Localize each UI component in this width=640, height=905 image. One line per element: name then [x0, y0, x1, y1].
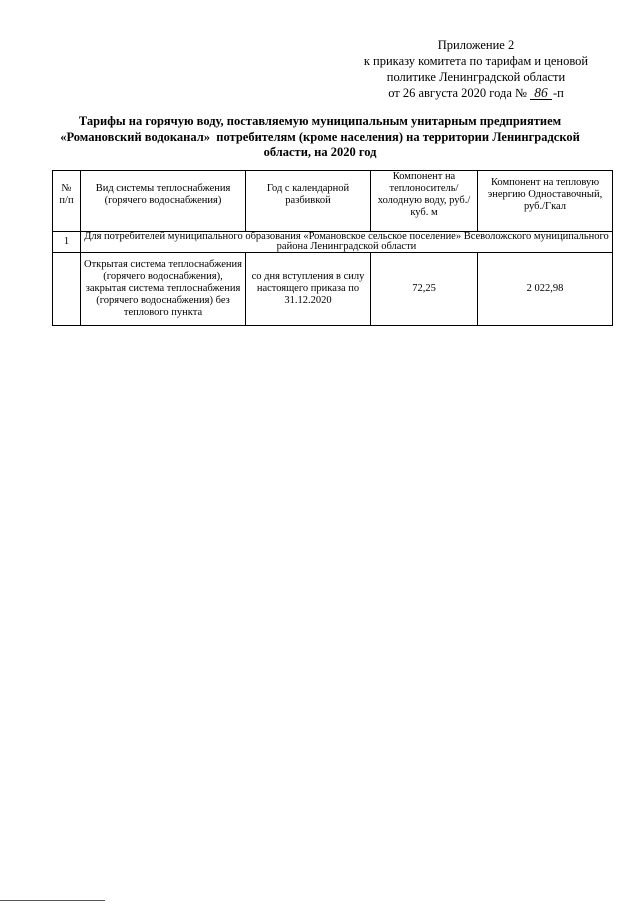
title-line: «Романовский водоканал» потребителям (кроме населения) на территории Ленинградской — [60, 129, 580, 144]
tariff-table — [52, 170, 613, 326]
group-row-description: Для потребителей муниципального образования «Романовское сельское поселение» Всеволожского муниципального района Ленинградской области — [81, 232, 613, 253]
appendix-label: Приложение 2 — [437, 38, 515, 52]
table-row — [53, 253, 613, 326]
column-header-period: Год с календарной разбивкой — [246, 171, 371, 232]
footnote-separator — [0, 900, 105, 901]
order-reference-line: к приказу комитета по тарифам и ценовой — [363, 54, 589, 68]
column-header-system-type: Вид системы теплоснабжения (горячего водоснабжения) — [81, 171, 246, 232]
cell-period: со дня вступления в силу настоящего приказа по 31.12.2020 — [246, 253, 371, 326]
cell-system-type: Открытая система теплоснабжения (горячего водоснабжения), закрытая система теплоснабжения (горячего водоснабжения) без теплового пункта — [81, 253, 246, 326]
cell-number — [53, 253, 81, 326]
cell-coolant-component: 72,25 — [371, 253, 478, 326]
order-date: от 26 августа 2020 года № — [388, 86, 527, 100]
title-line: области, на 2020 год — [263, 145, 377, 159]
table-header-row — [53, 171, 613, 232]
cell-heat-component: 2 022,98 — [478, 253, 613, 326]
authority-line: политике Ленинградской области — [386, 70, 566, 84]
column-header-number: № п/п — [53, 171, 81, 232]
group-row-number: 1 — [53, 232, 81, 253]
order-date-line — [356, 85, 596, 101]
appendix-header — [356, 37, 596, 101]
title-line: Тарифы на горячую воду, поставляемую муниципальным унитарным предприятием — [78, 114, 562, 128]
column-header-heat-component: Компонент на тепловую энергию Одноставочный, руб./Гкал — [478, 171, 613, 232]
group-row — [53, 232, 613, 253]
order-suffix: -п — [552, 86, 564, 100]
column-header-coolant-component: Компонент на теплоноситель/холодную воду, руб./куб. м — [371, 171, 478, 232]
order-number: 86 — [530, 86, 552, 100]
document-title — [0, 114, 640, 161]
